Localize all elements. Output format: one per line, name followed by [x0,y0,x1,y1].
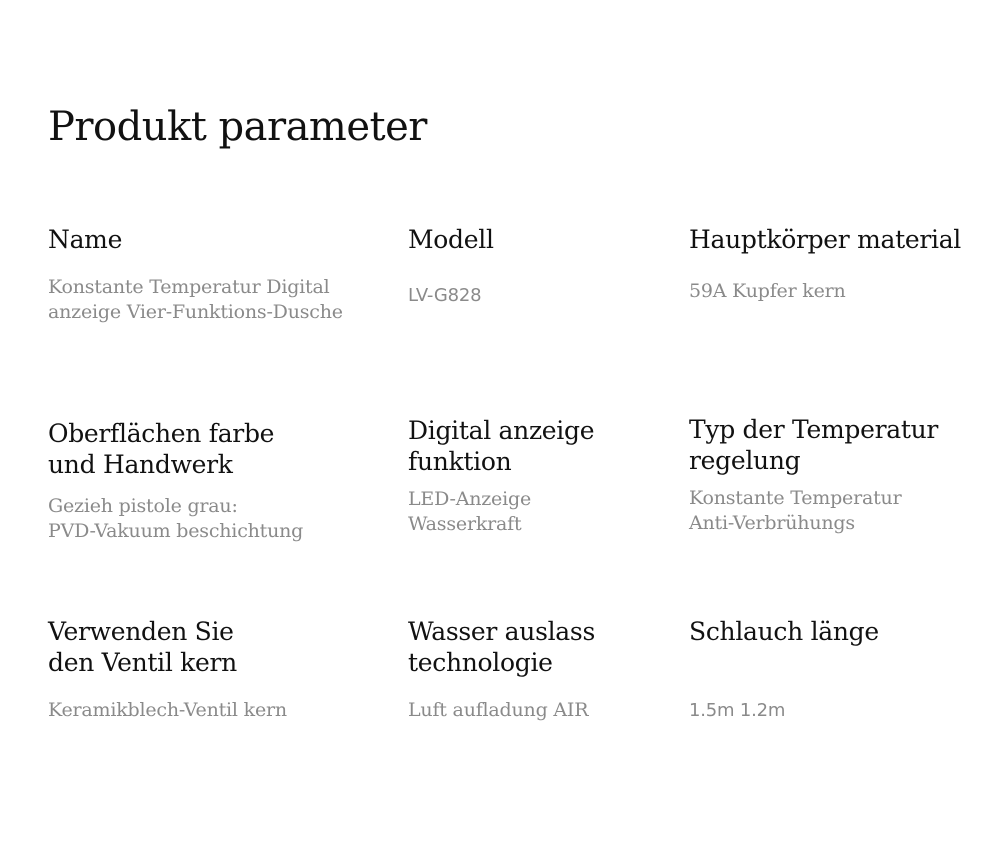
param-label: Name [48,225,123,254]
param-hose-length [689,616,879,723]
param-label: Schlauch länge [689,617,879,646]
param-label: Oberflächen farbe und Handwerk [48,419,275,479]
param-value: LV-G828 [408,285,482,306]
param-value: Gezieh pistole grau: PVD-Vakuum beschichtung [48,495,304,542]
param-value: 59A Kupfer kern [689,280,846,302]
param-value: Konstante Temperatur Digital anzeige Vier-Funktions-Dusche [48,276,343,323]
param-label: Wasser auslass technologie [408,617,595,677]
param-value: Keramikblech-Ventil kern [48,699,287,721]
param-surface-finish [48,418,303,544]
param-label: Modell [408,225,494,254]
param-temperature-control [689,414,938,536]
param-water-outlet [408,616,595,723]
param-valve-core [48,616,287,723]
param-value: Konstante Temperatur Anti-Verbrühungs [689,487,902,534]
param-value: LED-Anzeige Wasserkraft [408,488,531,535]
param-model [408,224,494,308]
param-label: Typ der Temperatur regelung [689,415,939,475]
param-label: Verwenden Sie den Ventil kern [48,617,237,677]
param-label: Hauptkörper material [689,225,962,254]
param-digital-display [408,415,594,537]
param-name [48,224,343,325]
param-value: Luft aufladung AIR [408,699,589,721]
param-body-material [689,224,961,304]
param-label: Digital anzeige funktion [408,416,595,476]
page-title: Produkt parameter [48,104,427,150]
param-value: 1.5m 1.2m [689,700,786,721]
